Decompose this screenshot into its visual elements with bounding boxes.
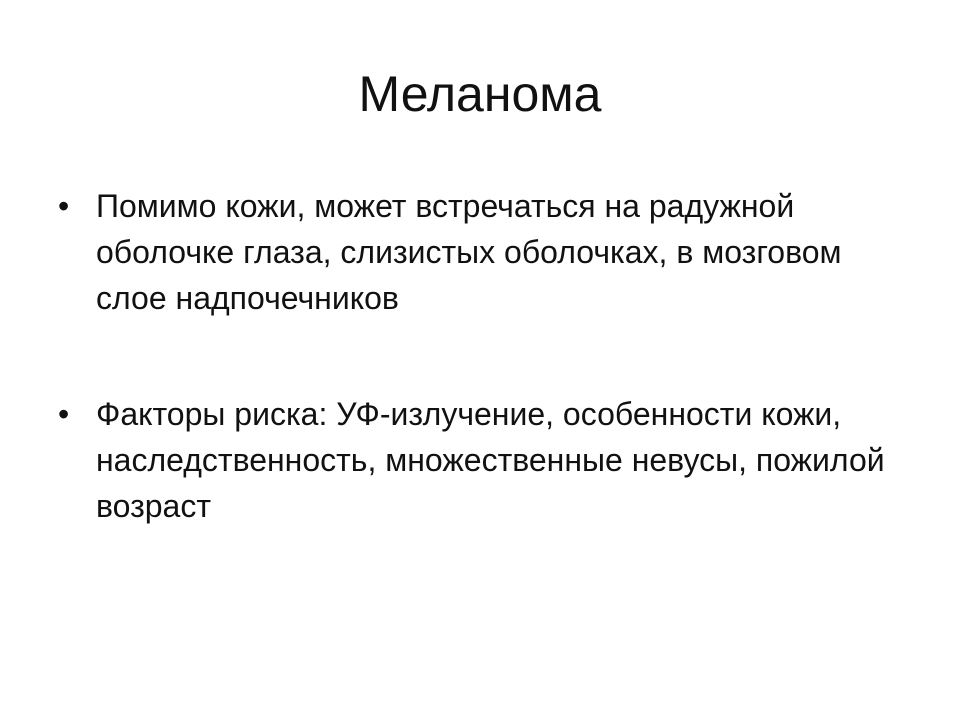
bullet-item bbox=[58, 391, 918, 529]
bullet-marker: • bbox=[58, 188, 70, 224]
bullet-text: Помимо кожи, может встречаться на радужной оболочке глаза, слизистых оболочках, в мозговом слое надпочечников bbox=[96, 188, 842, 316]
bullet-text: Факторы риска: УФ-излучение, особенности кожи, наследственность, множественные невусы, пожилой возраст bbox=[96, 396, 885, 524]
bullet-item bbox=[58, 183, 918, 321]
slide-title: Меланома bbox=[358, 66, 602, 122]
bullet-marker: • bbox=[58, 396, 70, 432]
bullet-list bbox=[58, 183, 918, 529]
